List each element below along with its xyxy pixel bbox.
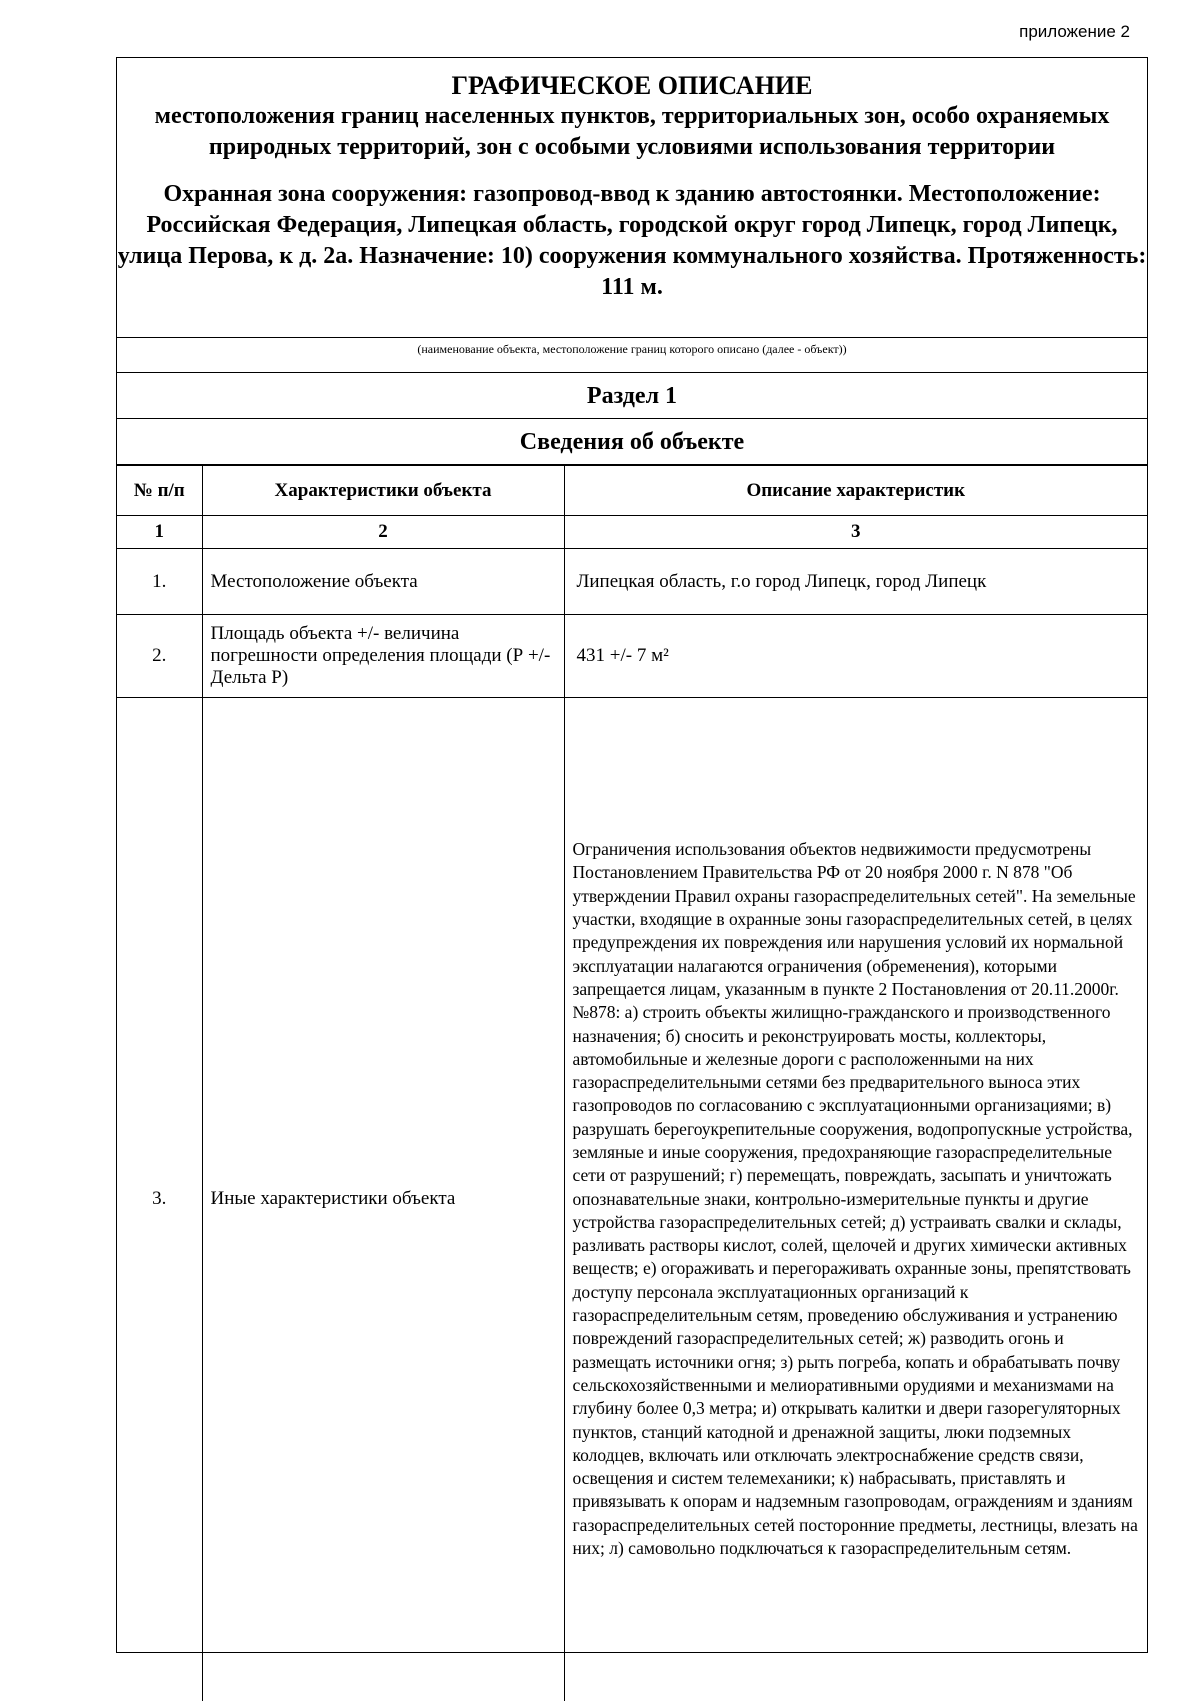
table-row bbox=[117, 698, 1147, 1701]
object-description: Охранная зона сооружения: газопровод-ввод к зданию автостоянки. Местоположение: Российская Федерация, Липецкая область, городской округ город Липецк, город Липецк, улица Перова, к д. 2а. Назначение: 10) сооружения коммунального хозяйства. Протяженность: 111 м. bbox=[117, 181, 1147, 300]
row-description: 431 +/- 7 м² bbox=[564, 615, 1147, 698]
appendix-label: приложение 2 bbox=[1019, 22, 1130, 41]
row-number: 2. bbox=[117, 615, 202, 698]
row-number: 3. bbox=[117, 698, 202, 1701]
document-subtitle: местоположения границ населенных пунктов, территориальных зон, особо охраняемых природных территорий, зон с особыми условиями использования территории bbox=[154, 103, 1110, 160]
column-header-num: № п/п bbox=[117, 466, 202, 516]
column-numbers-row bbox=[117, 516, 1147, 549]
row-characteristic: Местоположение объекта bbox=[202, 549, 564, 615]
column-header-description: Описание характеристик bbox=[564, 466, 1147, 516]
table-header-row bbox=[117, 466, 1147, 516]
row-characteristic: Площадь объекта +/- величина погрешности определения площади (Р +/- Дельта Р) bbox=[202, 615, 564, 698]
document-title: ГРАФИЧЕСКОЕ ОПИСАНИЕ bbox=[451, 71, 813, 100]
object-note: (наименование объекта, местоположение границ которого описано (далее - объект)) bbox=[117, 338, 1147, 373]
section-title: Раздел 1 bbox=[117, 373, 1147, 419]
table-row bbox=[117, 549, 1147, 615]
row-description: Ограничения использования объектов недвижимости предусмотрены Постановлением Правительства РФ от 20 ноября 2000 г. N 878 "Об утверждении Правил охраны газораспределительных сетей". На земельные участки, входящие в охранные зоны газораспределительных сетей, в целях предупреждения их повреждения или нарушения условий их нормальной эксплуатации налагаются ограничения (обременения), которыми запрещается лицам, указанным в пункте 2 Постановления от 20.11.2000г. №878: а) строить объекты жилищно-гражданского и производственного назначения; б) сносить и реконструировать мосты, коллекторы, автомобильные и железные дороги с расположенными на них газораспределительными сетями без предварительного выноса этих газопроводов по согласованию с эксплуатационными организациями; в) разрушать берегоукрепительные сооружения, водопропускные устройства, земляные и иные сооружения, предохраняющие газораспределительные сети от разрушений; г) перемещать, повреждать, засыпать и уничтожать опознавательные знаки, контрольно-измерительные пункты и другие устройства газораспределительных сетей; д) устраивать свалки и склады, разливать растворы кислот, солей, щелочей и других химически активных веществ; е) огораживать и перегораживать охранные зоны, препятствовать доступу персонала эксплуатационных организаций к газораспределительным сетям, проведению обслуживания и устранению повреждений газораспределительных сетей; ж) разводить огонь и размещать источники огня; з) рыть погреба, копать и обрабатывать почву сельскохозяйственными и мелиоративными орудиями и механизмами на глубину более 0,3 метра; и) открывать калитки и двери газорегуляторных пунктов, станций катодной и дренажной защиты, люки подземных колодцев, включать или отключать электроснабжение средств связи, освещения и систем телемеханики; к) набрасывать, приставлять и привязывать к опорам и надземным газопроводам, ограждениям и зданиям газораспределительных сетей посторонние предметы, лестницы, влезать на них; л) самовольно подключаться к газораспределительным сетям. bbox=[564, 698, 1147, 1701]
column-number: 3 bbox=[564, 516, 1147, 549]
object-info-table bbox=[117, 465, 1147, 1701]
column-number: 2 bbox=[202, 516, 564, 549]
column-header-characteristic: Характеристики объекта bbox=[202, 466, 564, 516]
row-number: 1. bbox=[117, 549, 202, 615]
table-row bbox=[117, 615, 1147, 698]
row-characteristic: Иные характеристики объекта bbox=[202, 698, 564, 1701]
row-description: Липецкая область, г.о город Липецк, город Липецк bbox=[564, 549, 1147, 615]
column-number: 1 bbox=[117, 516, 202, 549]
section-subtitle: Сведения об объекте bbox=[117, 419, 1147, 465]
document-header bbox=[117, 58, 1147, 338]
document-frame bbox=[116, 57, 1148, 1653]
